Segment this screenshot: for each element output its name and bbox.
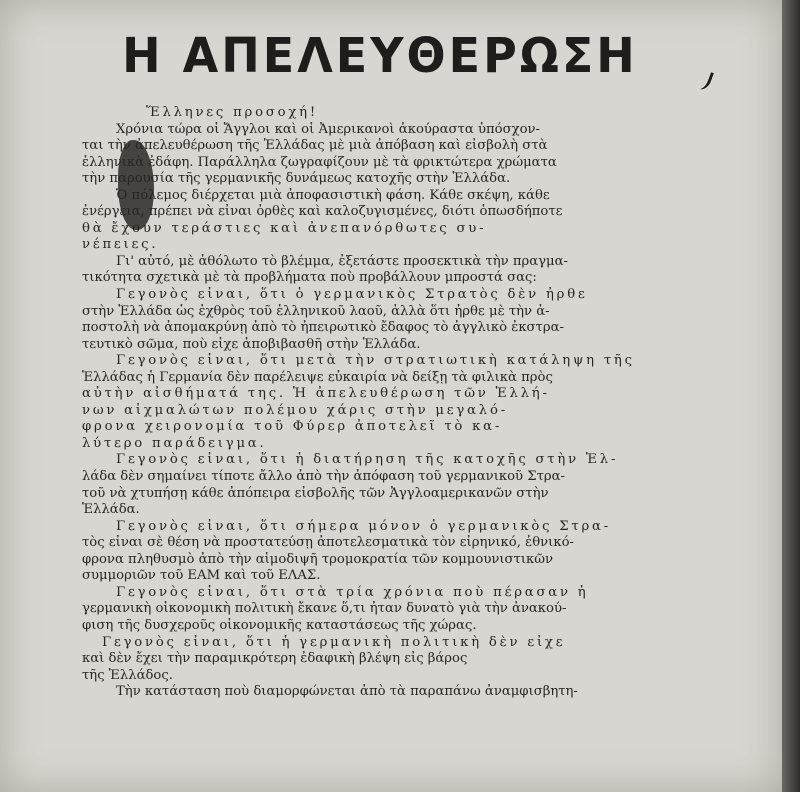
text-line: Ἑλλάδα. <box>82 502 140 518</box>
text-line: Ἑλλάδας ἡ Γερμανία δὲν παρέλειψε εὐκαιρία νὰ δείξῃ τὰ φιλικὰ πρὸς <box>82 369 553 385</box>
text-line: ται τὴν ἀπελευθέρωση τῆς Ἑλλάδας μὲ μιὰ ἀπόβαση καὶ εἰσβολὴ στὰ <box>82 138 548 154</box>
text-line: τὸς εἶναι σὲ θέση νὰ προστατεύσῃ ἀποτελεσματικὰ τὸν εἰρηνικό, ἐθνικό- <box>82 535 574 551</box>
text-line: Γι' αὐτό, μὲ ἀθόλωτο τὸ βλέμμα, ἐξετάστε προσεκτικὰ τὴν πραγμα- <box>116 253 568 269</box>
document-body <box>82 105 682 701</box>
text-line: Γεγονὸς εἶναι, ὅτι μετὰ τὴν στρατιωτικὴ κατάληψη τῆς <box>116 353 635 369</box>
text-line: γερμανικὴ οἰκονομικὴ πολιτικὴ ἔκανε ὅ,τι ἦταν δυνατὸ γιὰ τὴν ἀνακού- <box>82 601 567 617</box>
text-line: τικότητα σχετικὰ μὲ τὰ προβλήματα ποὺ προβάλλουν μπροστά σας: <box>82 270 537 286</box>
text-line: φιση τῆς δυσχεροῦς οἰκονομικῆς καταστάσεως τῆς χώρας. <box>82 617 477 633</box>
text-line: νέπειες. <box>82 237 159 253</box>
text-line: Γεγονὸς εἶναι, ὅτι ὁ γερμανικὸς Στρατὸς δὲν ἦρθε <box>116 287 588 303</box>
text-line: νων αἰχμαλώτων πολέμου χάρις στὴν μεγαλό- <box>82 402 508 418</box>
page-edge <box>782 0 800 792</box>
text-line: ἑλληνικὰ ἐδάφη. Παράλληλα ζωγραφίζουν μὲ τὰ φρικτώτερα χρώματα <box>82 154 557 170</box>
text-line: Ἕλληνες προσοχή! <box>146 105 318 120</box>
text-line: θὰ ἔχουν τεράστιες καὶ ἀνεπανόρθωτες συ- <box>82 220 487 236</box>
text-line: Χρόνια τώρα οἱ Ἄγγλοι καὶ οἱ Ἀμερικανοὶ ἀκούραστα ὑπόσχον- <box>116 121 540 137</box>
document-title: Η ΑΠΕΛΕΥΘΕΡΩΣΗ <box>122 26 638 84</box>
text-line: τὴν παρουσία τῆς γερμανικῆς δυνάμεως κατοχῆς στὴν Ἑλλάδα. <box>82 171 511 187</box>
text-line: τευτικὸ σῶμα, ποὺ εἶχε ἀποβιβασθῆ στὴν Ἑλλάδα. <box>82 336 421 352</box>
text-line: συμμοριῶν τοῦ ΕΑΜ καὶ τοῦ ΕΛΑΣ. <box>82 568 321 584</box>
text-line: στὴν Ἑλλάδα ὡς ἐχθρὸς τοῦ ἑλληνικοῦ λαοῦ, ἀλλὰ ὅτι ἦρθε μὲ τὴν ἀ- <box>82 303 550 319</box>
text-line: τῆς Ἑλλάδος. <box>82 667 173 683</box>
text-line: φρονα χειρονομία τοῦ Φύρερ ἀποτελεῖ τὸ κα- <box>82 419 503 435</box>
text-line: αὐτὴν αἰσθήματά της. Ἡ ἀπελευθέρωση τῶν Ἑλλή- <box>82 386 550 402</box>
text-line: φρονα πληθυσμὸ ἀπὸ τὴν αἱμοδιψῆ τρομοκρατία τῶν κομμουνιστικῶν <box>82 551 554 567</box>
text-line: καὶ δὲν ἔχει τὴν παραμικρότερη ἐδαφικὴ βλέψη εἰς βάρος <box>82 651 468 667</box>
text-line: Γεγονὸς εἶναι, ὅτι ἡ διατήρηση τῆς κατοχῆς στὴν Ἑλ- <box>116 452 619 468</box>
text-line: ἐνέργεια, πρέπει νὰ εἶναι ὀρθὲς καὶ καλοζυγισμένες, διότι ὁπωσδήποτε <box>82 204 563 220</box>
text-line: Γεγονὸς εἶναι, ὅτι στὰ τρία χρόνια ποὺ πέρασαν ἡ <box>116 584 589 600</box>
text-line: Τὴν κατάσταση ποὺ διαμορφώνεται ἀπὸ τὰ παραπάνω ἀναμφισβητη- <box>116 684 578 700</box>
text-line: Ὁ πόλεμος διέρχεται μιὰ ἀποφασιστικὴ φάση. Κάθε σκέψη, κάθε <box>116 187 550 203</box>
text-line: ποστολὴ νὰ ἀπομακρύνῃ ἀπὸ τὸ ἠπειρωτικὸ ἔδαφος τὸ ἀγγλικὸ ἐκστρα- <box>82 320 564 336</box>
text-line: λάδα δὲν σημαίνει τίποτε ἄλλο ἀπὸ τὴν ἀπόφαση τοῦ γερμανικοῦ Στρα- <box>82 469 565 485</box>
text-line: Γεγονὸς εἶναι, ὅτι ἡ γερμανικὴ πολιτικὴ δὲν εἶχε <box>102 634 566 650</box>
text-line: Γεγονὸς εἶναι, ὅτι σήμερα μόνον ὁ γερμανικὸς Στρα- <box>116 518 611 534</box>
text-line: τοῦ νὰ χτυπήσῃ κάθε ἀπόπειρα εἰσβολῆς τῶν Ἀγγλοαμερικανῶν στὴν <box>82 485 549 501</box>
text-line: λύτερο παράδειγμα. <box>82 435 267 451</box>
